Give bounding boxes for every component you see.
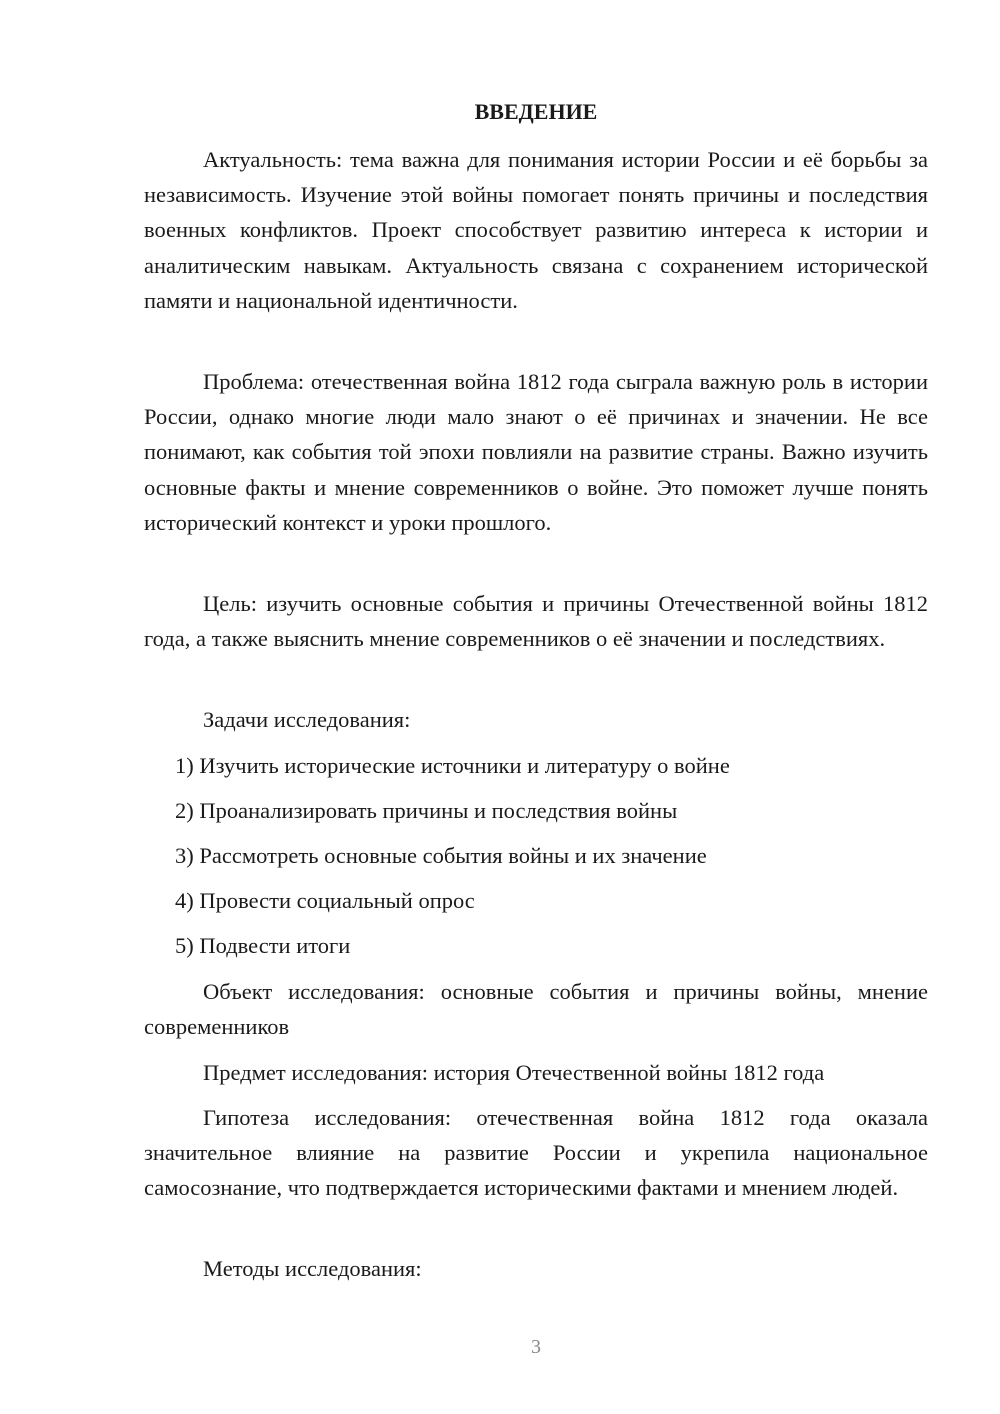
task-item-5: 5) Подвести итоги	[175, 933, 351, 958]
paragraph-relevance: Актуальность: тема важна для понимания истории России и её борьбы за независимость. Изучение этой войны помогает понять причины и последствия военных конфликтов. Проект способствует развитию интереса к истории и аналитическим навыкам. Актуальность связана с сохранением исторической памяти и национальной идентичности.	[144, 147, 928, 313]
methods-title: Методы исследования:	[203, 1256, 422, 1281]
task-item-2: 2) Проанализировать причины и последствия войны	[175, 798, 678, 823]
paragraph-hypothesis: Гипотеза исследования: отечественная война 1812 года оказала значительное влияние на развитие России и укрепила национальное самосознание, что подтверждается историческими фактами и мнением людей.	[144, 1105, 928, 1201]
page-title: ВВЕДЕНИЕ	[474, 99, 598, 124]
paragraph-subject: Предмет исследования: история Отечественной войны 1812 года	[203, 1060, 825, 1085]
paragraph-problem: Проблема: отечественная война 1812 года сыграла важную роль в истории России, однако многие люди мало знают о её причинах и значении. Не все понимают, как события той эпохи повлияли на развитие страны. Важно изучить основные факты и мнение современников о войне. Это поможет лучше понять исторический контекст и уроки прошлого.	[144, 369, 928, 535]
page-number: 3	[531, 1336, 541, 1358]
document-page	[144, 0, 928, 1414]
paragraph-goal: Цель: изучить основные события и причины Отечественной войны 1812 года, а также выяснить мнение современников о её значении и последствиях.	[144, 591, 928, 652]
task-item-3: 3) Рассмотреть основные события войны и их значение	[175, 843, 707, 868]
paragraph-object: Объект исследования: основные события и причины войны, мнение современников	[144, 979, 928, 1040]
task-item-4: 4) Провести социальный опрос	[175, 888, 475, 913]
tasks-title: Задачи исследования:	[203, 707, 411, 732]
task-item-1: 1) Изучить исторические источники и литературу о войне	[175, 753, 730, 778]
